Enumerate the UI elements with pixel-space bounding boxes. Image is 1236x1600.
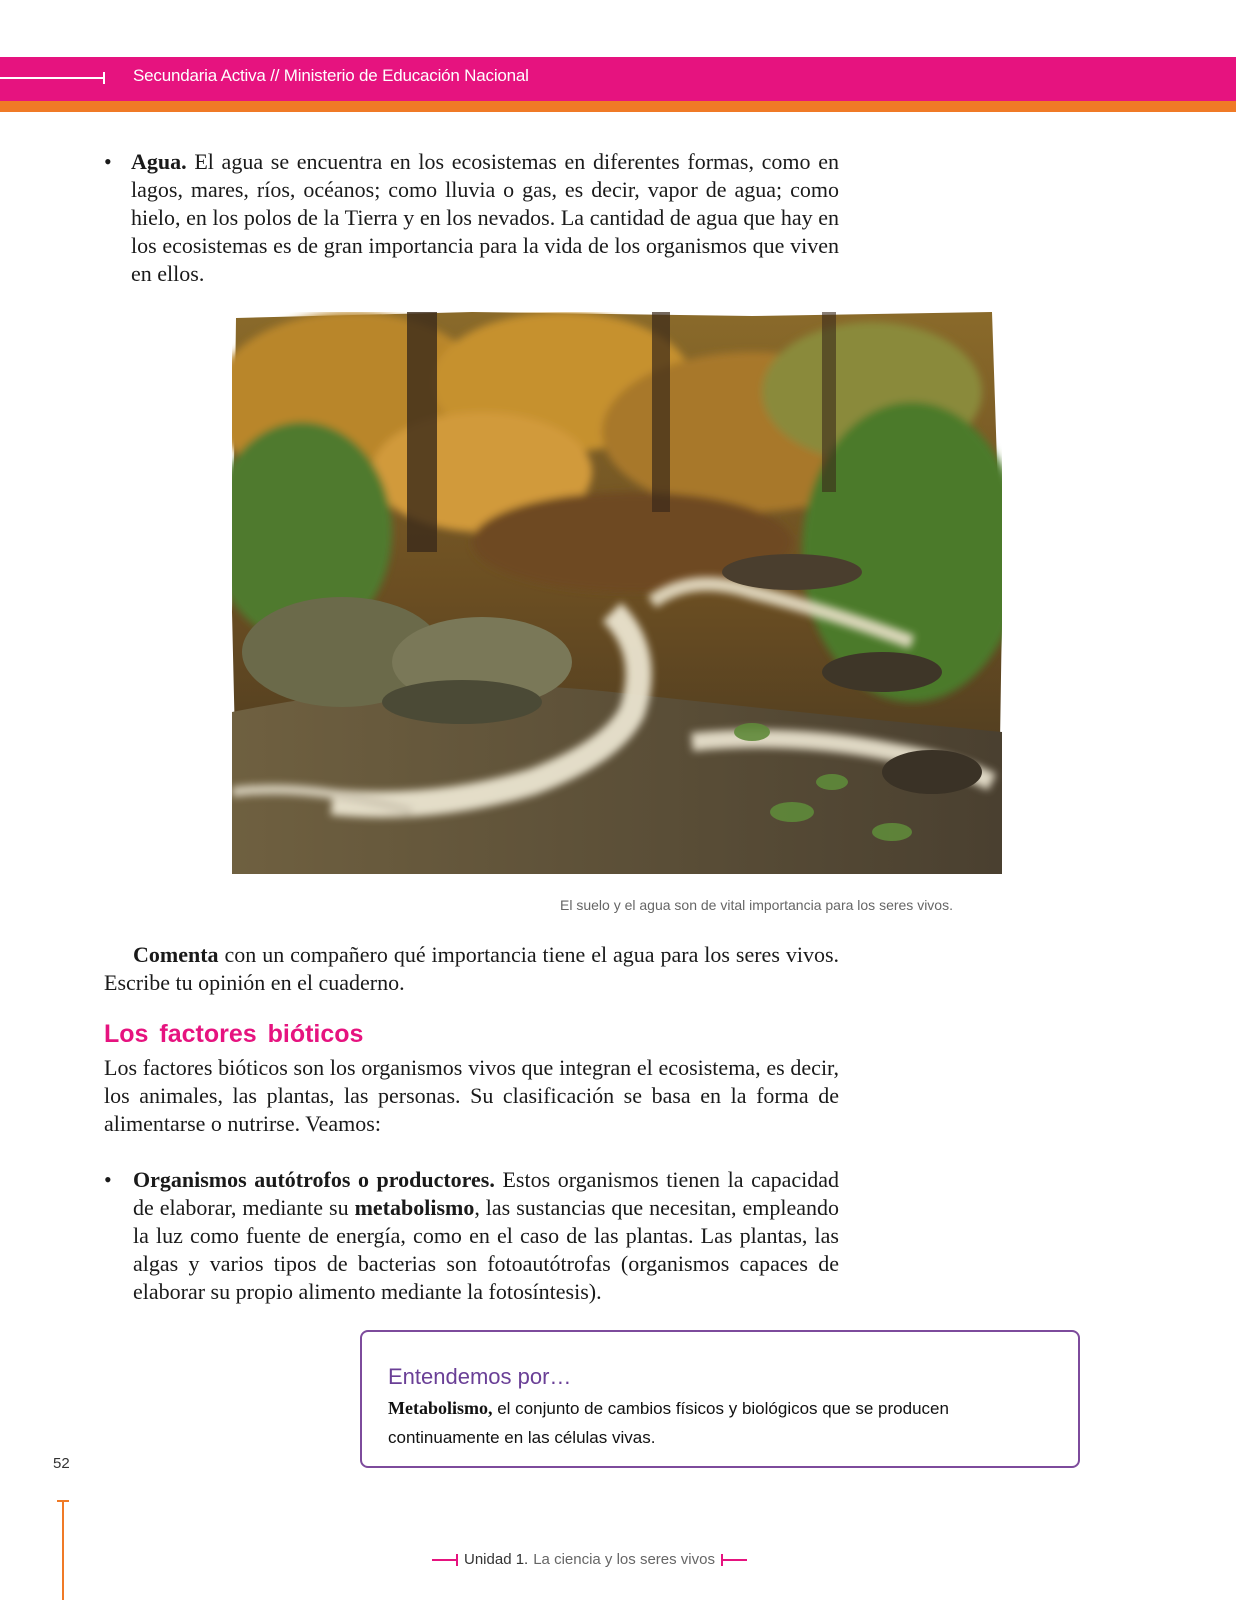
footer-rule-right <box>721 1559 747 1561</box>
autotrophs-text-after: , las sustancias que necesitan, empleando la luz como fuente de energía, como en el caso de las plantas. Las plantas, las algas y varios tipos de bacterias son fotoautótrofas (organismos capaces de elaborar su propio alimento mediante la fotosíntesis). <box>133 1195 839 1304</box>
footer <box>432 1551 747 1568</box>
autotrophs-paragraph <box>133 1166 839 1306</box>
glossary-definition: el conjunto de cambios físicos y biológicos que se producen continuamente en las células vivas. <box>388 1399 949 1447</box>
activity-paragraph <box>104 941 839 997</box>
water-paragraph <box>131 148 839 288</box>
header-rule-tick <box>103 72 105 84</box>
autotrophs-text-before: Estos organismos tienen la capacidad de elaborar, mediante su <box>133 1167 839 1220</box>
page-number: 52 <box>53 1455 70 1472</box>
glossary-body <box>388 1394 1048 1452</box>
activity-text: con un compañero qué importancia tiene el agua para los seres vivos. Escribe tu opinión en el cuaderno. <box>104 942 839 995</box>
header-rule <box>0 77 104 79</box>
section-title: Los factores bióticos <box>104 1020 364 1048</box>
bullet-dot: • <box>104 1167 112 1192</box>
glossary-box <box>360 1330 1080 1468</box>
autotrophs-term: Organismos autótrofos o productores. <box>133 1167 495 1192</box>
section-intro: Los factores bióticos son los organismos vivos que integran el ecosistema, es decir, los animales, las plantas, las personas. Su clasificación se basa en la forma de alimentarse o nutrirse. Veamos: <box>104 1055 839 1136</box>
footer-unit: Unidad 1. <box>464 1551 529 1568</box>
forest-stream-photo <box>232 312 1002 874</box>
side-rule <box>62 1500 64 1600</box>
side-rule-tick <box>57 1500 69 1502</box>
autotrophs-keyword: metabolismo <box>354 1195 475 1220</box>
footer-rule-left <box>432 1559 458 1561</box>
footer-title: La ciencia y los seres vivos <box>533 1551 715 1568</box>
activity-verb: Comenta <box>133 942 219 967</box>
glossary-term: Metabolismo, <box>388 1398 493 1418</box>
water-text: El agua se encuentra en los ecosistemas en diferentes formas, como en lagos, mares, ríos, océanos; como lluvia o gas, es decir, vapor de agua; como hielo, en los polos de la Tierra y en los nevados. La cantidad de agua que hay en los ecosistemas es de gran importancia para la vida de los organismos que viven en ellos. <box>131 149 839 286</box>
header-accent-stripe <box>0 101 1236 112</box>
bullet-dot: • <box>104 149 112 174</box>
glossary-title: Entendemos por… <box>388 1364 572 1389</box>
header-title: Secundaria Activa // Ministerio de Educación Nacional <box>133 66 529 85</box>
water-term: Agua. <box>131 149 187 174</box>
photo-caption: El suelo y el agua son de vital importancia para los seres vivos. <box>560 897 953 913</box>
